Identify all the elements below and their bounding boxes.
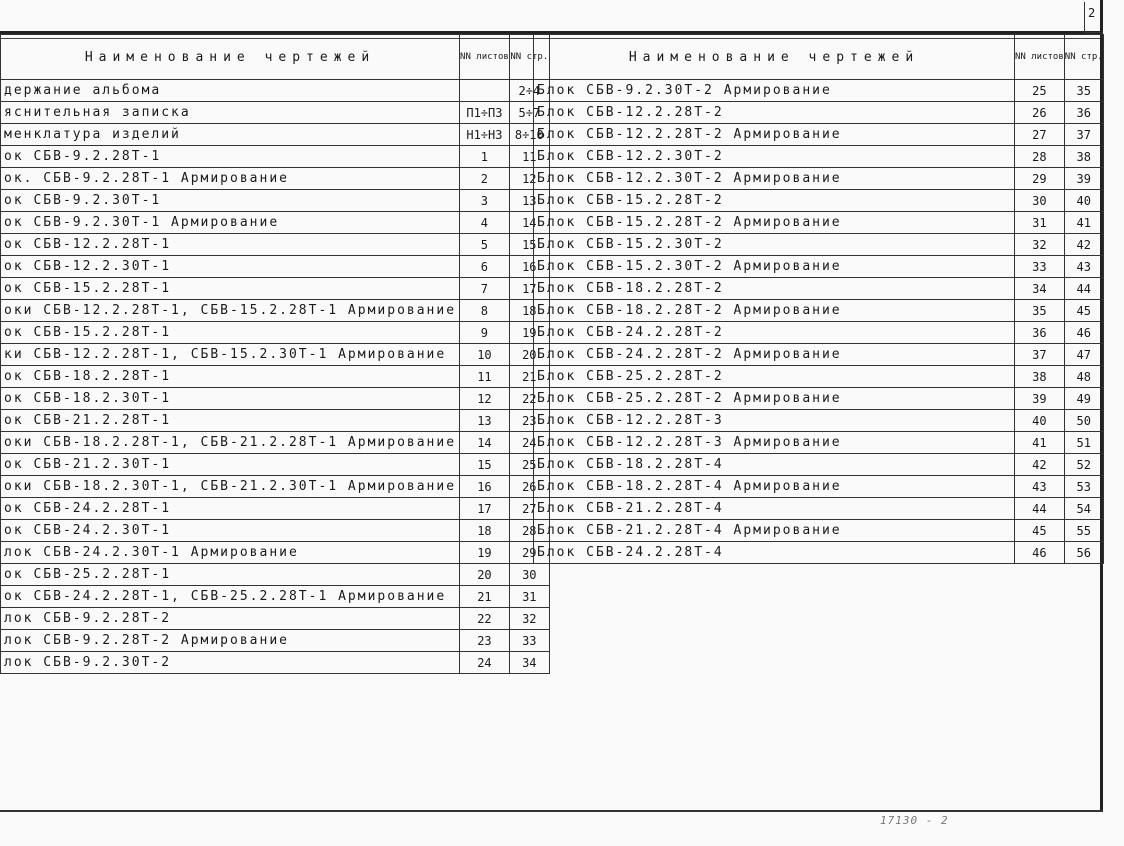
sheet-number-cell: 36 <box>1015 322 1065 344</box>
page-number-cell: 54 <box>1064 498 1103 520</box>
sheet-number-cell: 16 <box>460 476 510 498</box>
table-row <box>534 168 1104 190</box>
page-number-cell: 12 <box>509 168 549 190</box>
drawing-name-cell: Блок СБВ-15.2.30Т-2 Армирование <box>534 256 1015 278</box>
table-row <box>534 520 1104 542</box>
drawing-name-cell: Блок СБВ-18.2.28Т-2 <box>534 278 1015 300</box>
drawing-name-cell: оки СБВ-12.2.28Т-1, СБВ-15.2.28Т-1 Армирование <box>1 300 460 322</box>
page-number-cell: 41 <box>1064 212 1103 234</box>
page-number-cell: 40 <box>1064 190 1103 212</box>
table-row <box>534 432 1104 454</box>
table-row <box>534 344 1104 366</box>
page-number-cell: 36 <box>1064 102 1103 124</box>
drawing-name-cell: оки СБВ-18.2.30Т-1, СБВ-21.2.30Т-1 Армирование <box>1 476 460 498</box>
table-row <box>534 454 1104 476</box>
table-row <box>534 278 1104 300</box>
sheet-number-cell: 23 <box>460 630 510 652</box>
table-row <box>1 520 550 542</box>
page-number-cell: 22 <box>509 388 549 410</box>
drawing-name-cell: Блок СБВ-12.2.28Т-2 <box>534 102 1015 124</box>
page-number-cell: 48 <box>1064 366 1103 388</box>
contents-body-left <box>1 80 550 674</box>
sheet-number-cell: 20 <box>460 564 510 586</box>
sheet-number-cell: 13 <box>460 410 510 432</box>
table-row <box>1 652 550 674</box>
contents-body-right <box>534 80 1104 564</box>
page-number-cell: 2÷4 <box>509 80 549 102</box>
sheet-number-cell: 24 <box>460 652 510 674</box>
sheet-number: 2 <box>1088 6 1096 20</box>
sheet-number-cell: 21 <box>460 586 510 608</box>
sheet-number-cell: 5 <box>460 234 510 256</box>
sheet-number-cell: 34 <box>1015 278 1065 300</box>
sheet-number-cell: 32 <box>1015 234 1065 256</box>
drawing-name-cell: Блок СБВ-21.2.28Т-4 Армирование <box>534 520 1015 542</box>
drawing-name-cell: Блок СБВ-12.2.30Т-2 Армирование <box>534 168 1015 190</box>
sheet-number-cell: 45 <box>1015 520 1065 542</box>
drawing-name-cell: ок. СБВ-9.2.28Т-1 Армирование <box>1 168 460 190</box>
drawing-name-cell: Блок СБВ-15.2.28Т-2 Армирование <box>534 212 1015 234</box>
page-number-cell: 18 <box>509 300 549 322</box>
page-number-cell: 39 <box>1064 168 1103 190</box>
page-number-cell: 42 <box>1064 234 1103 256</box>
page-number-cell: 5÷7 <box>509 102 549 124</box>
drawing-name-cell: ок СБВ-24.2.28Т-1, СБВ-25.2.28Т-1 Армирование <box>1 586 460 608</box>
sheet-number-cell: 7 <box>460 278 510 300</box>
sheet-number-cell: 33 <box>1015 256 1065 278</box>
table-row <box>1 564 550 586</box>
sheet-number-cell: 35 <box>1015 300 1065 322</box>
table-row <box>1 300 550 322</box>
sheet-number-cell: 30 <box>1015 190 1065 212</box>
table-row <box>1 410 550 432</box>
table-row <box>534 80 1104 102</box>
table-row <box>1 454 550 476</box>
header-page-numbers: NN стр. <box>1064 35 1103 80</box>
sheet-number-cell: 19 <box>460 542 510 564</box>
page-number-cell: 28 <box>509 520 549 542</box>
drawing-name-cell: Блок СБВ-18.2.28Т-4 Армирование <box>534 476 1015 498</box>
drawing-name-cell: ок СБВ-12.2.28Т-1 <box>1 234 460 256</box>
page-number-cell: 43 <box>1064 256 1103 278</box>
sheet-number-cell: 6 <box>460 256 510 278</box>
table-header-row <box>1 35 550 80</box>
sheet-number-cell: 42 <box>1015 454 1065 476</box>
page-number-cell: 20 <box>509 344 549 366</box>
sheet-number-cell: 40 <box>1015 410 1065 432</box>
table-row <box>1 102 550 124</box>
contents-table-left <box>0 34 550 674</box>
drawing-name-cell: Блок СБВ-15.2.28Т-2 <box>534 190 1015 212</box>
sheet-number-cell: 11 <box>460 366 510 388</box>
header-page-numbers: NN стр. <box>509 35 549 80</box>
page-number-cell: 21 <box>509 366 549 388</box>
table-row <box>1 586 550 608</box>
sheet-number-cell: 31 <box>1015 212 1065 234</box>
page-number-cell: 53 <box>1064 476 1103 498</box>
drawing-name-cell: Блок СБВ-24.2.28Т-2 Армирование <box>534 344 1015 366</box>
drawing-name-cell: ок СБВ-12.2.30Т-1 <box>1 256 460 278</box>
contents-table-right <box>533 34 1104 564</box>
page-number-cell: 34 <box>509 652 549 674</box>
table-row <box>534 322 1104 344</box>
sheet-number-cell: 25 <box>1015 80 1065 102</box>
drawing-name-cell: менклатура изделий <box>1 124 460 146</box>
page-number-cell: 15 <box>509 234 549 256</box>
drawing-name-cell: ок СБВ-24.2.30Т-1 <box>1 520 460 542</box>
page-number-cell: 52 <box>1064 454 1103 476</box>
sheet-number-cell: 10 <box>460 344 510 366</box>
page-number-cell: 49 <box>1064 388 1103 410</box>
drawing-name-cell: ок СБВ-15.2.28Т-1 <box>1 322 460 344</box>
table-row <box>534 256 1104 278</box>
table-row <box>1 146 550 168</box>
sheet-number-cell: 26 <box>1015 102 1065 124</box>
page-number-cell: 26 <box>509 476 549 498</box>
drawing-name-cell: ок СБВ-21.2.28Т-1 <box>1 410 460 432</box>
drawing-name-cell: Блок СБВ-12.2.28Т-2 Армирование <box>534 124 1015 146</box>
sheet-number-cell: 17 <box>460 498 510 520</box>
drawing-name-cell: оки СБВ-18.2.28Т-1, СБВ-21.2.28Т-1 Армирование <box>1 432 460 454</box>
table-row <box>1 388 550 410</box>
page-number-cell: 30 <box>509 564 549 586</box>
drawing-name-cell: держание альбома <box>1 80 460 102</box>
table-row <box>534 146 1104 168</box>
page-number-cell: 19 <box>509 322 549 344</box>
header-sheet-numbers: NN листов <box>1015 35 1065 80</box>
drawing-name-cell: ки СБВ-12.2.28Т-1, СБВ-15.2.30Т-1 Армирование <box>1 344 460 366</box>
table-row <box>534 212 1104 234</box>
sheet-number-cell: 46 <box>1015 542 1065 564</box>
page-number-cell: 44 <box>1064 278 1103 300</box>
table-row <box>1 256 550 278</box>
drawing-name-cell: ок СБВ-18.2.30Т-1 <box>1 388 460 410</box>
page-number-cell: 25 <box>509 454 549 476</box>
sheet-number-cell: 29 <box>1015 168 1065 190</box>
sheet-number-cell: 8 <box>460 300 510 322</box>
drawing-name-cell: Блок СБВ-25.2.28Т-2 <box>534 366 1015 388</box>
table-row <box>534 410 1104 432</box>
drawing-code-stamp: 17130 - 2 <box>880 814 949 827</box>
table-row <box>1 278 550 300</box>
drawing-name-cell: ок СБВ-9.2.30Т-1 <box>1 190 460 212</box>
table-row <box>1 344 550 366</box>
drawing-name-cell: лок СБВ-9.2.28Т-2 <box>1 608 460 630</box>
page-number-cell: 29 <box>509 542 549 564</box>
sheet-number-cell: 43 <box>1015 476 1065 498</box>
sheet-number-cell: 41 <box>1015 432 1065 454</box>
sheet-number-cell: 22 <box>460 608 510 630</box>
table-row <box>1 476 550 498</box>
table-header-row <box>534 35 1104 80</box>
sheet-number-cell: 38 <box>1015 366 1065 388</box>
page-number-cell: 11 <box>509 146 549 168</box>
sheet-number-cell: 2 <box>460 168 510 190</box>
drawing-name-cell: ок СБВ-18.2.28Т-1 <box>1 366 460 388</box>
drawing-name-cell: ок СБВ-9.2.28Т-1 <box>1 146 460 168</box>
page-number-cell: 13 <box>509 190 549 212</box>
drawing-name-cell: Блок СБВ-18.2.28Т-2 Армирование <box>534 300 1015 322</box>
page-number-cell: 55 <box>1064 520 1103 542</box>
drawing-name-cell: Блок СБВ-21.2.28Т-4 <box>534 498 1015 520</box>
header-sheet-numbers: NN листов <box>460 35 510 80</box>
table-row <box>534 300 1104 322</box>
table-row <box>1 542 550 564</box>
sheet-number-cell: 28 <box>1015 146 1065 168</box>
page-number-cell: 47 <box>1064 344 1103 366</box>
table-row <box>534 190 1104 212</box>
drawing-name-cell: яснительная записка <box>1 102 460 124</box>
drawing-name-cell: Блок СБВ-18.2.28Т-4 <box>534 454 1015 476</box>
table-row <box>1 630 550 652</box>
drawing-name-cell: ок СБВ-15.2.28Т-1 <box>1 278 460 300</box>
sheet-number-cell: 4 <box>460 212 510 234</box>
page-number-cell: 35 <box>1064 80 1103 102</box>
sheet-number-cell: 39 <box>1015 388 1065 410</box>
sheet-number-cell: 3 <box>460 190 510 212</box>
sheet-number-cell: 18 <box>460 520 510 542</box>
sheet-number-cell: 12 <box>460 388 510 410</box>
table-row <box>1 168 550 190</box>
drawing-name-cell: ок СБВ-21.2.30Т-1 <box>1 454 460 476</box>
page-number-cell: 56 <box>1064 542 1103 564</box>
table-row <box>1 432 550 454</box>
drawing-name-cell: Блок СБВ-12.2.28Т-3 Армирование <box>534 432 1015 454</box>
sheet-number-cell: П1÷П3 <box>460 102 510 124</box>
page-number-cell: 24 <box>509 432 549 454</box>
sheet-number-cell: 27 <box>1015 124 1065 146</box>
table-row <box>534 366 1104 388</box>
table-row <box>534 476 1104 498</box>
frame-border-bottom <box>0 810 1103 812</box>
table-row <box>1 80 550 102</box>
drawing-name-cell: ок СБВ-24.2.28Т-1 <box>1 498 460 520</box>
page-number-cell: 50 <box>1064 410 1103 432</box>
drawing-name-cell: Блок СБВ-24.2.28Т-2 <box>534 322 1015 344</box>
table-row <box>1 234 550 256</box>
page-number-cell: 33 <box>509 630 549 652</box>
page-number-cell: 32 <box>509 608 549 630</box>
page-number-cell: 37 <box>1064 124 1103 146</box>
table-row <box>1 124 550 146</box>
page-number-cell: 38 <box>1064 146 1103 168</box>
table-row <box>1 498 550 520</box>
table-row <box>1 366 550 388</box>
page-number-cell: 16 <box>509 256 549 278</box>
drawing-name-cell: ок СБВ-9.2.30Т-1 Армирование <box>1 212 460 234</box>
table-row <box>534 234 1104 256</box>
page-number-cell: 14 <box>509 212 549 234</box>
sheet-number-cell: 9 <box>460 322 510 344</box>
page-number-cell: 17 <box>509 278 549 300</box>
sheet-number-cell: 14 <box>460 432 510 454</box>
table-row <box>534 542 1104 564</box>
drawing-name-cell: лок СБВ-24.2.30Т-1 Армирование <box>1 542 460 564</box>
table-row <box>534 102 1104 124</box>
sheet-number-cell: 44 <box>1015 498 1065 520</box>
page-number-cell: 51 <box>1064 432 1103 454</box>
drawing-name-cell: Блок СБВ-25.2.28Т-2 Армирование <box>534 388 1015 410</box>
table-row <box>1 608 550 630</box>
page-number-cell: 23 <box>509 410 549 432</box>
page-number-cell: 46 <box>1064 322 1103 344</box>
page-number-cell: 27 <box>509 498 549 520</box>
table-row <box>534 124 1104 146</box>
table-row <box>534 388 1104 410</box>
header-drawing-name: Наименование чертежей <box>1 35 460 80</box>
sheet-number-cell: 1 <box>460 146 510 168</box>
drawing-name-cell: Блок СБВ-9.2.30Т-2 Армирование <box>534 80 1015 102</box>
drawing-name-cell: ок СБВ-25.2.28Т-1 <box>1 564 460 586</box>
sheet-number-cell <box>460 80 510 102</box>
drawing-name-cell: Блок СБВ-15.2.30Т-2 <box>534 234 1015 256</box>
table-row <box>1 190 550 212</box>
drawing-name-cell: Блок СБВ-12.2.28Т-3 <box>534 410 1015 432</box>
drawing-name-cell: Блок СБВ-24.2.28Т-4 <box>534 542 1015 564</box>
drawing-name-cell: лок СБВ-9.2.30Т-2 <box>1 652 460 674</box>
sheet-number-cell: Н1÷Н3 <box>460 124 510 146</box>
table-row <box>1 322 550 344</box>
sheet-number-cell: 37 <box>1015 344 1065 366</box>
page-number-cell: 8÷10 <box>509 124 549 146</box>
sheet-number-cell: 15 <box>460 454 510 476</box>
table-row <box>534 498 1104 520</box>
header-drawing-name: Наименование чертежей <box>534 35 1015 80</box>
drawing-name-cell: Блок СБВ-12.2.30Т-2 <box>534 146 1015 168</box>
table-row <box>1 212 550 234</box>
page-number-cell: 45 <box>1064 300 1103 322</box>
page-number-cell: 31 <box>509 586 549 608</box>
drawing-name-cell: лок СБВ-9.2.28Т-2 Армирование <box>1 630 460 652</box>
